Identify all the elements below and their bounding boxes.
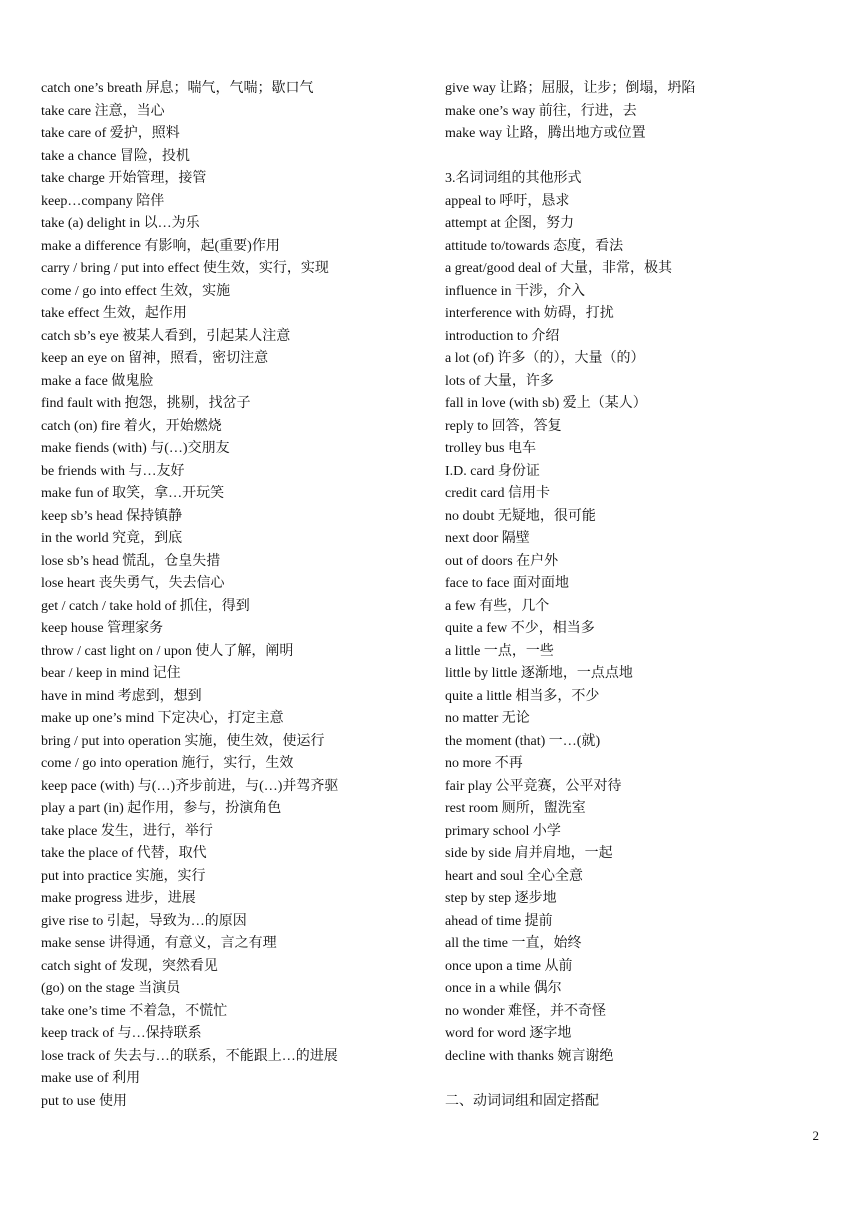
- phrase-entry: catch (on) fire 着火，开始燃烧: [41, 418, 222, 434]
- right-column: [445, 78, 835, 1113]
- phrase-entry: make fiends (with) 与(…)交朋友: [41, 441, 230, 456]
- phrase-entry: put to use 使用: [41, 1093, 127, 1109]
- phrase-entry: make sense 讲得通，有意义，言之有理: [41, 936, 277, 951]
- phrase-entry: rest room 厕所，盥洗室: [445, 801, 586, 816]
- phrase-entry: a great/good deal of 大量，非常，极其: [445, 261, 673, 276]
- phrase-entry: give way 让路；屈服，让步；倒塌，坍陷: [445, 81, 696, 96]
- phrase-entry: keep house 管理家务: [41, 621, 164, 636]
- phrase-entry: come / go into effect 生效，实施: [41, 283, 231, 299]
- phrase-entry: out of doors 在户外: [445, 553, 559, 569]
- phrase-entry: lose heart 丧失勇气，失去信心: [41, 576, 225, 591]
- left-column: [41, 78, 431, 1113]
- phrase-entry: make a difference 有影响，起(重要)作用: [41, 238, 280, 254]
- phrase-entry: take a chance 冒险，投机: [41, 148, 190, 164]
- phrase-entry: no matter 无论: [445, 711, 530, 726]
- phrase-entry: keep pace (with) 与(…)齐步前进，与(…)并驾齐驱: [41, 778, 339, 794]
- phrase-entry: take care 注意，当心: [41, 103, 165, 119]
- phrase-entry: make fun of 取笑，拿…开玩笑: [41, 486, 225, 501]
- phrase-entry: attempt at 企图，努力: [445, 216, 575, 231]
- phrase-entry: word for word 逐字地: [445, 1026, 572, 1041]
- phrase-entry: no more 不再: [445, 756, 523, 771]
- phrase-entry: keep sb’s head 保持镇静: [41, 508, 183, 524]
- phrase-entry: take effect 生效，起作用: [41, 306, 187, 321]
- phrase-entry: lose track of 失去与…的联系，不能跟上…的进展: [41, 1048, 338, 1064]
- phrase-entry: once upon a time 从前: [445, 958, 573, 974]
- phrase-entry: take the place of 代替，取代: [41, 846, 207, 861]
- phrase-entry: keep an eye on 留神，照看，密切注意: [41, 351, 269, 366]
- phrase-entry: carry / bring / put into effect 使生效，实行，实现: [41, 261, 329, 276]
- phrase-entry: decline with thanks 婉言谢绝: [445, 1048, 614, 1064]
- phrase-entry: find fault with 抱怨，挑剔，找岔子: [41, 396, 251, 411]
- phrase-entry: ahead of time 提前: [445, 913, 553, 929]
- phrase-entry: bear / keep in mind 记住: [41, 666, 181, 681]
- phrase-entry: get / catch / take hold of 抓住，得到: [41, 598, 250, 614]
- phrase-entry: introduction to 介绍: [445, 328, 560, 344]
- phrase-entry: fall in love (with sb) 爱上（某人）: [445, 396, 647, 411]
- page-number: 2: [812, 1128, 819, 1143]
- phrase-entry: reply to 回答，答复: [445, 418, 562, 434]
- phrase-entry: 3.名词词组的其他形式: [445, 171, 582, 186]
- phrase-entry: take place 发生，进行，举行: [41, 823, 213, 839]
- phrase-entry: have in mind 考虑到，想到: [41, 688, 202, 704]
- phrase-entry: fair play 公平竞赛，公平对待: [445, 778, 622, 794]
- phrase-entry: once in a while 偶尔: [445, 981, 562, 996]
- phrase-entry: take charge 开始管理，接管: [41, 171, 207, 186]
- phrase-entry: the moment (that) 一…(就): [445, 733, 601, 749]
- phrase-entry: make use of 利用: [41, 1071, 141, 1086]
- phrase-entry: lose sb’s head 慌乱，仓皇失措: [41, 553, 221, 569]
- phrase-entry: give rise to 引起，导致为…的原因: [41, 913, 247, 929]
- phrase-entry: side by side 肩并肩地，一起: [445, 846, 613, 861]
- blank-line: [445, 1068, 835, 1091]
- phrase-entry: primary school 小学: [445, 823, 561, 839]
- phrase-entry: heart and soul 全心全意: [445, 868, 584, 884]
- phrase-entry: catch one’s breath 屏息；喘气，气喘；歇口气: [41, 81, 314, 96]
- phrase-entry: attitude to/towards 态度，看法: [445, 238, 624, 254]
- phrase-entry: next door 隔壁: [445, 531, 530, 546]
- phrase-entry: quite a few 不少，相当多: [445, 621, 595, 636]
- phrase-entry: throw / cast light on / upon 使人了解，阐明: [41, 643, 294, 659]
- phrase-entry: a little 一点，一些: [445, 643, 554, 659]
- phrase-entry: put into practice 实施，实行: [41, 868, 206, 884]
- phrase-entry: make progress 进步，进展: [41, 891, 196, 906]
- phrase-entry: be friends with 与…友好: [41, 463, 185, 479]
- phrase-entry: a few 有些，几个: [445, 598, 550, 614]
- phrase-entry: no doubt 无疑地，很可能: [445, 508, 596, 524]
- phrase-entry: all the time 一直，始终: [445, 936, 582, 951]
- phrase-entry: take one’s time 不着急，不慌忙: [41, 1003, 228, 1019]
- phrase-entry: keep…company 陪伴: [41, 193, 165, 209]
- phrase-entry: take (a) delight in 以…为乐: [41, 216, 200, 231]
- phrase-entry: catch sight of 发现，突然看见: [41, 958, 218, 974]
- phrase-entry: little by little 逐渐地，一点点地: [445, 666, 633, 681]
- phrase-entry: I.D. card 身份证: [445, 463, 540, 479]
- phrase-entry: step by step 逐步地: [445, 891, 557, 906]
- phrase-entry: take care of 爱护，照料: [41, 126, 180, 141]
- phrase-entry: no wonder 难怪，并不奇怪: [445, 1003, 606, 1019]
- phrase-entry: catch sb’s eye 被某人看到，引起某人注意: [41, 328, 291, 344]
- phrase-entry: keep track of 与…保持联系: [41, 1026, 202, 1041]
- phrase-entry: make up one’s mind 下定决心，打定主意: [41, 711, 284, 726]
- blank-line: [445, 146, 835, 169]
- phrase-entry: influence in 干涉，介入: [445, 283, 585, 299]
- phrase-entry: lots of 大量，许多: [445, 373, 554, 389]
- phrase-entry: make one’s way 前往，行进，去: [445, 103, 637, 119]
- phrase-entry: come / go into operation 施行，实行，生效: [41, 756, 294, 771]
- phrase-entry: play a part (in) 起作用，参与，扮演角色: [41, 801, 282, 816]
- phrase-entry: make way 让路，腾出地方或位置: [445, 126, 646, 141]
- phrase-entry: credit card 信用卡: [445, 486, 550, 501]
- phrase-entry: 二、动词词组和固定搭配: [445, 1093, 599, 1109]
- phrase-entry: a lot (of) 许多（的），大量（的）: [445, 351, 645, 366]
- phrase-entry: make a face 做鬼脸: [41, 373, 154, 389]
- phrase-entry: bring / put into operation 实施，使生效，使运行: [41, 733, 325, 749]
- phrase-entry: interference with 妨碍，打扰: [445, 306, 614, 321]
- phrase-entry: trolley bus 电车: [445, 441, 536, 456]
- phrase-entry: (go) on the stage 当演员: [41, 981, 181, 996]
- phrase-entry: appeal to 呼吁，恳求: [445, 193, 570, 209]
- phrase-entry: in the world 究竟，到底: [41, 531, 183, 546]
- phrase-entry: quite a little 相当多，不少: [445, 688, 600, 704]
- phrase-entry: face to face 面对面地: [445, 576, 569, 591]
